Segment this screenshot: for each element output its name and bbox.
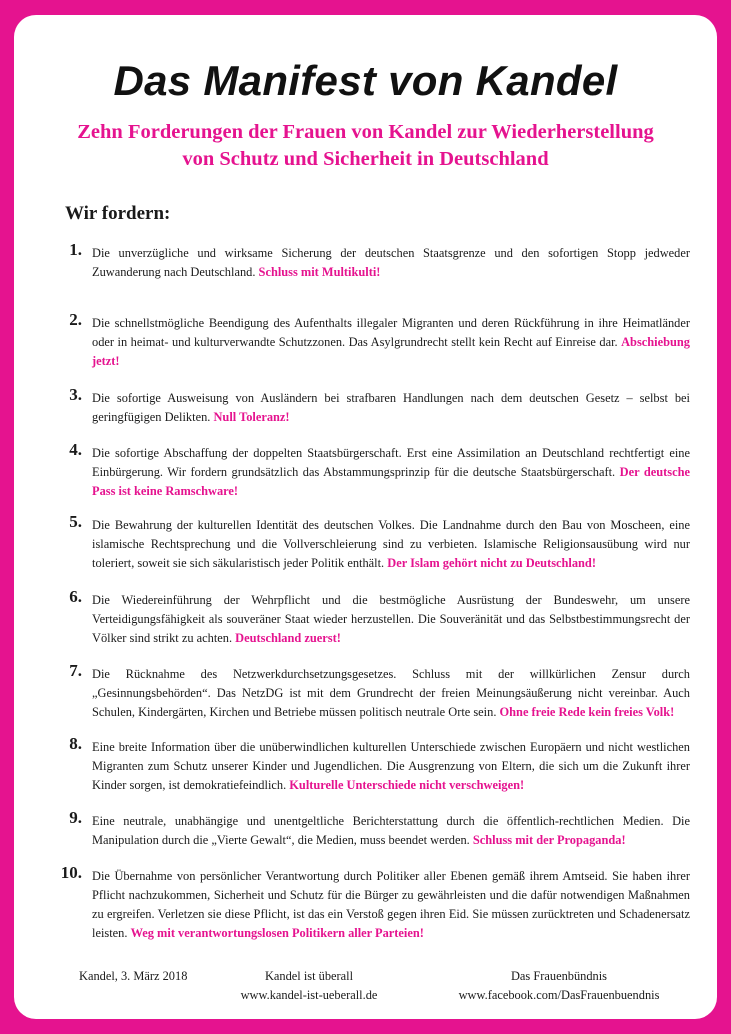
footer-date: Kandel, 3. März 2018 (79, 969, 188, 983)
demand-number: 7. (69, 661, 82, 680)
demand-text: Die Übernahme von persönlicher Verantwortung durch Politiker aller Ebenen gemäß ihrem Amtseid. Sie haben ihrer Pflicht nachzukommen, Sicherheit und Schutz für die Bürger zu gewährleisten und die dafür notwendigen Maßnahmen zu ergreifen. Verletzen sie diese Pflicht, ist das ein Verstoß gegen ihren Eid. Sie müssen zurücktreten und Schadenersatz leisten. Weg mit verantwortungslosen Politikern aller Parteien! (92, 869, 690, 940)
demand-slogan: Der Islam gehört nicht zu Deutschland! (387, 556, 596, 570)
footer-org-frauenbuendnis (419, 967, 699, 1005)
manifesto-sheet (14, 15, 717, 1019)
footer-org-kandel-url[interactable]: www.kandel-ist-ueberall.de (240, 988, 378, 1002)
demand-number: 1. (69, 240, 82, 259)
demand-number: 2. (69, 310, 82, 329)
footer-org-frauenbuendnis-url[interactable]: www.facebook.com/DasFrauenbuendnis (458, 988, 660, 1002)
demand-number: 8. (69, 734, 82, 753)
demand-slogan: Ohne freie Rede kein freies Volk! (499, 705, 675, 719)
demand-number: 9. (69, 808, 82, 827)
demand-slogan: Der deutsche Pass ist keine Ramschware! (92, 465, 690, 498)
lead-heading: Wir fordern: (65, 203, 171, 224)
demand-slogan: Weg mit verantwortungslosen Politikern aller Parteien! (130, 926, 424, 940)
demand-number: 4. (69, 440, 82, 459)
demand-text: Die unverzügliche und wirksame Sicherung der deutschen Staatsgrenze und den sofortigen Stopp jedweder Zuwanderung nach Deutschland. Schluss mit Multikulti! (92, 246, 690, 279)
demand-text: Die sofortige Ausweisung von Ausländern bei strafbaren Handlungen nach dem deutschen Gesetz – selbst bei geringfügigen Delikten. Null Toleranz! (92, 391, 690, 424)
demand-slogan: Schluss mit der Propaganda! (472, 833, 626, 847)
demand-text: Eine breite Information über die unüberwindlichen kulturellen Unterschiede zwischen Europäern und nicht westlichen Migranten zum Schutz unserer Kinder und Jugendlichen. Die Ausgrenzung von Eltern, die sich um die Zukunft ihrer Kinder sorgen, ist demokratiefeindlich. Kulturelle Unterschiede nicht verschweigen! (92, 740, 690, 792)
demand-number: 6. (69, 587, 82, 606)
page-subtitle (54, 119, 677, 173)
demand-number: 3. (69, 385, 82, 404)
subtitle-line-1: Zehn Forderungen der Frauen von Kandel zur Wiederherstellung (77, 121, 654, 143)
subtitle-line-2: von Schutz und Sicherheit in Deutschland (182, 148, 549, 170)
footer-org-kandel-name: Kandel ist überall (264, 969, 354, 983)
demand-text: Eine neutrale, unabhängige und unentgeltliche Berichterstattung durch die öffentlich-rechtlichen Medien. Die Manipulation durch die „Vierte Gewalt“, die Medien, muss beendet werden. Schluss mit der Propaganda! (92, 814, 690, 847)
demand-slogan: Kulturelle Unterschiede nicht verschweigen! (289, 778, 525, 792)
demand-text: Die sofortige Abschaffung der doppelten Staatsbürgerschaft. Erst eine Assimilation an Deutschland rechtfertigt eine Einbürgerung. Wir fordern grundsätzlich das Abstammungsprinzip für die deutsche Staatsbürgerschaft. Der deutsche Pass ist keine Ramschware! (92, 446, 690, 498)
demand-number: 5. (69, 512, 82, 531)
demand-slogan: Schluss mit Multikulti! (258, 265, 381, 279)
demand-text: Die schnellstmögliche Beendigung des Aufenthalts illegaler Migranten und deren Rückführung in ihre Heimatländer oder in heimat- und kulturverwandte Schutzzonen. Das Asylgrundrecht stellt kein Recht auf Einreise dar. Abschiebung jetzt! (92, 316, 690, 368)
footer-org-kandel (224, 967, 394, 1005)
demand-text: Die Wiedereinführung der Wehrpflicht und die bestmögliche Ausrüstung der Bundeswehr, um unsere Verteidigungsfähigkeit als souveräner Staat wieder herzustellen. Die Souveränität und das Selbstbestimmungsrecht der Völker sind strikt zu achten. Deutschland zuerst! (92, 593, 690, 645)
demand-text: Die Rücknahme des Netzwerkdurchsetzungsgesetzes. Schluss mit der willkürlichen Zensur durch „Gesinnungsbehörden“. Das NetzDG ist mit dem Grundrecht der freien Meinungsäußerung nicht vereinbar. Auch Schulen, Kindergärten, Kirchen und Betriebe müssen politisch neutrale Orte sein. Ohne freie Rede kein freies Volk! (92, 667, 690, 719)
demand-number: 10. (60, 863, 82, 882)
demand-slogan: Deutschland zuerst! (235, 631, 341, 645)
demand-slogan: Abschiebung jetzt! (92, 335, 690, 368)
page-title: Das Manifest von Kandel (113, 57, 618, 104)
footer-org-frauenbuendnis-name: Das Frauenbündnis (510, 969, 607, 983)
demand-text: Die Bewahrung der kulturellen Identität des deutschen Volkes. Die Landnahme durch den Bau von Moscheen, eine islamische Rechtsprechung und die Vollverschleierung sind zu verbieten. Islamische Religionsausübung wird nur toleriert, soweit sie sich säkularistisch jeder Politik enthält. Der Islam gehört nicht zu Deutschland! (92, 518, 690, 570)
demand-slogan: Null Toleranz! (213, 410, 290, 424)
